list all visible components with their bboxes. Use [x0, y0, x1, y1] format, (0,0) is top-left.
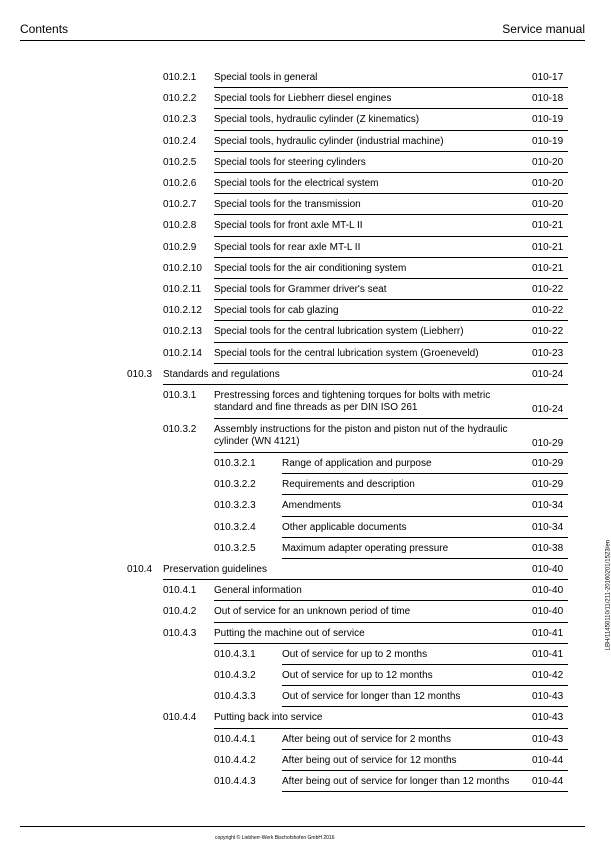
toc-entry-rule: [282, 664, 568, 665]
toc-entry-number: 010.3.2.3: [214, 500, 256, 512]
toc-entry-page: 010-38: [532, 542, 564, 554]
toc-entry[interactable]: [0, 346, 605, 367]
toc-entry-number: 010.2.11: [163, 284, 202, 295]
toc-entry-number: 010.3.2.2: [214, 479, 256, 491]
toc-entry-title: Out of service for up to 12 months: [282, 670, 433, 681]
toc-entry-rule: [163, 579, 568, 580]
toc-entry[interactable]: [0, 562, 605, 583]
toc-entry-number: 010.2.13: [163, 326, 202, 338]
toc-entry[interactable]: [0, 197, 605, 218]
toc-entry-number: 010.4.4: [163, 712, 197, 724]
toc-entry-rule: [282, 494, 568, 495]
toc-entry-page: 010-43: [532, 691, 564, 703]
toc-entry-title: Special tools for front axle MT-L II: [214, 220, 363, 232]
toc-entry-page: 010-22: [532, 326, 564, 338]
toc-entry[interactable]: [0, 668, 605, 689]
toc-entry-number: 010.4.3.2: [214, 670, 256, 681]
toc-entry-title: Putting the machine out of service: [214, 627, 365, 639]
toc-entry-page: 010-34: [532, 521, 564, 533]
toc-entry-title: Special tools for the transmission: [214, 199, 361, 211]
toc-entry-title: Range of application and purpose: [282, 458, 432, 469]
toc-entry-number: 010.2.10: [163, 262, 202, 274]
toc-entry[interactable]: [0, 218, 605, 239]
toc-entry-rule: [214, 87, 568, 88]
toc-entry-number: 010.2.12: [163, 305, 202, 317]
toc-entry-number: 010.2.8: [163, 220, 197, 232]
toc-entry-page: 010-20: [532, 178, 564, 189]
toc-entry-title: Requirements and description: [282, 479, 415, 491]
toc-entry-page: 010-29: [532, 458, 564, 469]
toc-entry-number: 010.4.1: [163, 585, 197, 597]
toc-entry-number: 010.3.2.4: [214, 521, 256, 533]
toc-entry-title: After being out of service for 2 months: [282, 733, 451, 745]
toc-entry[interactable]: [0, 583, 605, 604]
toc-entry-page: 010-34: [532, 500, 564, 512]
toc-entry-rule: [282, 770, 568, 771]
toc-entry-rule: [282, 473, 568, 474]
toc-entry-number: 010.2.7: [163, 199, 197, 211]
toc-entry[interactable]: [0, 112, 605, 133]
toc-entry[interactable]: [0, 689, 605, 710]
toc-entry-number: 010.3.2: [163, 424, 197, 435]
toc-entry-number: 010.4.2: [163, 606, 197, 618]
toc-entry-rule: [214, 193, 568, 194]
toc-entry-title: Special tools for rear axle MT-L II: [214, 241, 361, 253]
toc-entry-rule: [214, 151, 568, 152]
toc-entry-title: Out of service for up to 2 months: [282, 648, 428, 660]
toc-entry-rule: [214, 214, 568, 215]
toc-entry-number: 010.2.9: [163, 241, 197, 253]
toc-entry-rule: [163, 384, 568, 385]
toc-entry-number: 010.2.5: [163, 156, 197, 168]
toc-entry-page: 010-19: [532, 114, 564, 126]
toc-entry-page: 010-19: [532, 135, 564, 147]
toc-entry-page: 010-40: [532, 585, 564, 597]
toc-entry-page: 010-29: [532, 479, 564, 491]
toc-entry-page: 010-43: [532, 733, 564, 745]
toc-entry-rule: [214, 643, 568, 644]
header-service-manual: Service manual: [502, 22, 585, 36]
toc-entry-number: 010.4.3.1: [214, 648, 256, 660]
toc-entry-page: 010-41: [532, 648, 564, 660]
toc-entry-title: Special tools for Grammer driver's seat: [214, 284, 387, 295]
toc-entry-page: 010-24: [532, 368, 564, 380]
toc-entry-number: 010.2.4: [163, 135, 197, 147]
toc-entry-page: 010-41: [532, 627, 564, 639]
toc-entry-rule: [214, 320, 568, 321]
toc-entry-page: 010-21: [532, 262, 564, 274]
toc-entry-rule: [214, 172, 568, 173]
toc-entry-number: 010.3: [127, 368, 153, 380]
toc-entry-page: 010-44: [532, 754, 564, 766]
toc-entry-title: Special tools for the electrical system: [214, 178, 379, 189]
toc-entry-rule: [214, 418, 568, 419]
toc-entry-page: 010-42: [532, 670, 564, 681]
toc-entry-title: Out of service for longer than 12 months: [282, 691, 461, 703]
toc-entry-title: Amendments: [282, 500, 341, 512]
toc-entry-rule: [214, 622, 568, 623]
toc-entry-number: 010.2.1: [163, 72, 197, 83]
toc-entry[interactable]: [0, 70, 605, 91]
toc-entry[interactable]: [0, 134, 605, 155]
toc-entry-title: Prestressing forces and tightening torques for bolts with metric standard and fine threads as per DIN ISO 261: [214, 390, 491, 413]
toc-entry-rule: [282, 685, 568, 686]
toc-entry[interactable]: [0, 155, 605, 176]
toc-entry-page: 010-20: [532, 199, 564, 211]
toc-entry[interactable]: [0, 176, 605, 197]
toc-entry-page: 010-24: [532, 404, 564, 415]
toc-entry-rule: [214, 728, 568, 729]
toc-entry-number: 010.4.3: [163, 627, 197, 639]
toc-entry-rule: [282, 558, 568, 559]
toc-entry-number: 010.4.3.3: [214, 691, 256, 703]
toc-entry-page: 010-18: [532, 93, 564, 105]
toc-entry-page: 010-40: [532, 606, 564, 618]
toc-entry-page: 010-29: [532, 438, 564, 449]
toc-entry-title: Special tools for cab glazing: [214, 305, 339, 317]
toc-entry-title: Special tools for the air conditioning system: [214, 262, 407, 274]
toc-entry-page: 010-22: [532, 284, 564, 295]
toc-entry-page: 010-44: [532, 776, 564, 787]
toc-entry-rule: [214, 299, 568, 300]
toc-entry-number: 010.3.2.1: [214, 458, 256, 469]
toc-entry[interactable]: [0, 91, 605, 112]
toc-entry[interactable]: [0, 422, 605, 456]
page-header: [20, 0, 585, 41]
toc-entry[interactable]: [0, 732, 605, 753]
toc-entry-page: 010-23: [532, 347, 564, 359]
toc-entry-page: 010-21: [532, 241, 564, 253]
toc-entry-title: Special tools for the central lubrication system (Liebherr): [214, 326, 464, 338]
toc-entry[interactable]: [0, 388, 605, 422]
toc-entry-rule: [214, 236, 568, 237]
toc-entry[interactable]: [0, 710, 605, 731]
toc-entry-number: 010.3.1: [163, 390, 197, 401]
toc-entry-rule: [214, 363, 568, 364]
header-contents: Contents: [20, 22, 69, 36]
toc-entry-number: 010.4: [127, 564, 153, 575]
footer-copyright: copyright © Liebherr-Werk Bischofshofen GmbH 2016: [215, 835, 335, 841]
toc-entry-number: 010.2.3: [163, 114, 197, 126]
toc-entry-page: 010-17: [532, 72, 564, 83]
toc-entry-rule: [214, 108, 568, 109]
toc-entry-page: 010-21: [532, 220, 564, 232]
toc-entry-title: Special tools in general: [214, 72, 318, 83]
toc-entry[interactable]: [0, 240, 605, 261]
toc-entry-title: Putting back into service: [214, 712, 323, 724]
toc-entry-title: After being out of service for longer than 12 months: [282, 776, 510, 787]
toc-entry-title: Standards and regulations: [163, 368, 280, 380]
toc-entry-number: 010.2.2: [163, 93, 197, 105]
toc-entry-rule: [282, 791, 568, 792]
toc-entry-title: Maximum adapter operating pressure: [282, 542, 449, 554]
toc-entry-rule: [282, 537, 568, 538]
toc-entry-rule: [214, 130, 568, 131]
toc-entry-rule: [282, 516, 568, 517]
toc-entry-number: 010.3.2.5: [214, 542, 256, 554]
toc-entry-number: 010.2.14: [163, 347, 202, 359]
toc-entry-page: 010-40: [532, 564, 564, 575]
toc-entry-number: 010.4.4.2: [214, 754, 256, 766]
toc-entry-rule: [214, 452, 568, 453]
toc-entry-title: Other applicable documents: [282, 521, 407, 533]
toc-entry[interactable]: [0, 604, 605, 625]
toc-entry-title: General information: [214, 585, 302, 597]
toc-entry-rule: [214, 257, 568, 258]
toc-entry[interactable]: [0, 774, 605, 795]
toc-entry-rule: [214, 600, 568, 601]
toc-entry[interactable]: [0, 498, 605, 519]
toc-entry-title: Preservation guidelines: [163, 564, 267, 575]
toc-entry-title: After being out of service for 12 months: [282, 754, 457, 766]
toc-entry[interactable]: [0, 520, 605, 541]
toc-entry[interactable]: [0, 367, 605, 388]
toc-entry[interactable]: [0, 647, 605, 668]
toc-entry-title: Special tools for steering cylinders: [214, 156, 366, 168]
toc-entry-title: Special tools for Liebherr diesel engines: [214, 93, 392, 105]
toc-entry-rule: [214, 342, 568, 343]
toc-entry-page: 010-20: [532, 156, 564, 168]
toc-entry[interactable]: [0, 477, 605, 498]
toc-entry-rule: [282, 706, 568, 707]
toc-entry[interactable]: [0, 456, 605, 477]
page-footer: [20, 826, 585, 841]
toc-entry[interactable]: [0, 324, 605, 345]
document-code: LBH/11450110/11/211-20160201/1523/en: [605, 540, 611, 651]
toc-entry-title: Special tools for the central lubrication system (Groeneveld): [214, 347, 479, 359]
toc-entry-number: 010.4.4.1: [214, 733, 256, 745]
toc-entry[interactable]: [0, 303, 605, 324]
toc-entry-number: 010.2.6: [163, 178, 197, 189]
toc-entry[interactable]: [0, 753, 605, 774]
toc-entry-rule: [214, 278, 568, 279]
toc-entry[interactable]: [0, 261, 605, 282]
toc-entry-title: Special tools, hydraulic cylinder (industrial machine): [214, 135, 444, 147]
toc-entry-title: Special tools, hydraulic cylinder (Z kinematics): [214, 114, 420, 126]
toc-entry[interactable]: [0, 282, 605, 303]
toc-entry-title: Assembly instructions for the piston and piston nut of the hydraulic cylinder (WN 4121): [214, 424, 508, 447]
toc-entry[interactable]: [0, 541, 605, 562]
toc-entry-page: 010-22: [532, 305, 564, 317]
toc-entry[interactable]: [0, 626, 605, 647]
toc-entry-number: 010.4.4.3: [214, 776, 256, 787]
toc-entry-title: Out of service for an unknown period of time: [214, 606, 411, 618]
toc-entry-page: 010-43: [532, 712, 564, 724]
toc-entry-rule: [282, 749, 568, 750]
